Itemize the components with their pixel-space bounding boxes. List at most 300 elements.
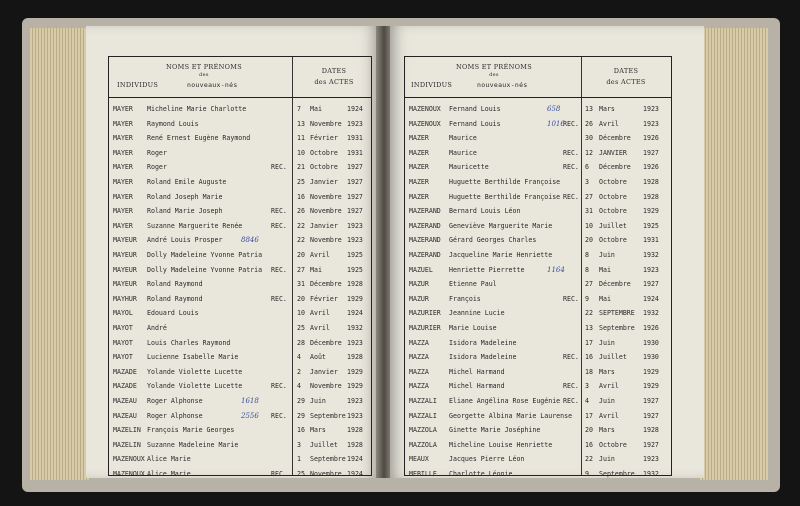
month-cell: Octobre — [599, 207, 627, 216]
given-names-cell: Roger — [147, 148, 167, 157]
month-cell: Janvier — [310, 221, 338, 230]
table-row — [109, 189, 371, 204]
day-cell: 25 — [297, 470, 305, 478]
month-cell: Mai — [310, 105, 322, 113]
year-cell: 1932 — [643, 251, 659, 259]
table-row — [109, 145, 371, 160]
given-names-cell: Yolande Violette Lucette — [147, 367, 243, 376]
given-names-cell: Roland Emile Auguste — [147, 178, 227, 186]
handwritten-note: 1016 — [547, 119, 565, 128]
surname-cell: MAZURIER — [409, 324, 441, 332]
given-names-cell: Suzanne Madeleine Marie — [147, 440, 239, 449]
surname-cell: MAYER — [113, 105, 133, 113]
given-names-cell: Mauricette — [449, 163, 489, 172]
table-row — [405, 203, 671, 218]
day-cell: 13 — [585, 105, 593, 113]
year-cell: 1923 — [347, 236, 363, 245]
rec-marker: REC. — [563, 382, 579, 391]
year-cell: 1927 — [347, 163, 363, 172]
year-cell: 1924 — [347, 470, 363, 478]
year-cell: 1927 — [643, 280, 659, 289]
year-cell: 1927 — [643, 411, 659, 420]
handwritten-note: 8846 — [241, 236, 259, 245]
surname-cell: MAZADE — [113, 382, 137, 391]
surname-cell: MAZZALI — [409, 397, 437, 405]
surname-cell: MAYER — [113, 207, 133, 216]
handwritten-note: 2556 — [241, 411, 259, 420]
day-cell: 20 — [297, 294, 305, 303]
month-cell: Juin — [599, 251, 615, 259]
given-names-cell: Roland Raymond — [147, 280, 203, 289]
day-cell: 30 — [585, 134, 593, 143]
surname-cell: MAZER — [409, 192, 429, 201]
day-cell: 20 — [585, 426, 593, 435]
day-cell: 20 — [297, 251, 305, 259]
surname-cell: MAZELIN — [113, 440, 141, 449]
table-row — [109, 305, 371, 320]
given-names-cell: Michel Harmand — [449, 367, 505, 376]
right-table-header — [405, 57, 671, 98]
surname-cell: MAZADE — [113, 367, 137, 376]
surname-cell: MAZUR — [409, 294, 429, 303]
surname-cell: MAYOT — [113, 338, 133, 347]
table-row — [405, 349, 671, 364]
year-cell: 1927 — [347, 192, 363, 201]
given-names-cell: Marie Louise — [449, 324, 497, 332]
year-cell: 1923 — [347, 397, 363, 405]
day-cell: 4 — [585, 397, 589, 405]
given-names-cell: Jacqueline Marie Henriette — [449, 251, 553, 259]
surname-cell: MAZENOUX — [409, 105, 441, 113]
table-row — [109, 437, 371, 452]
day-cell: 2 — [297, 367, 301, 376]
year-cell: 1929 — [347, 367, 363, 376]
day-cell: 22 — [585, 309, 593, 318]
names-header-line1: NOMS ET PRÉNOMS — [166, 63, 242, 71]
month-cell: Février — [310, 134, 338, 143]
handwritten-note: 658 — [547, 105, 561, 113]
day-cell: 3 — [585, 178, 589, 186]
month-cell: Novembre — [310, 236, 342, 245]
given-names-cell: Etienne Paul — [449, 280, 497, 289]
table-row — [109, 364, 371, 379]
year-cell: 1932 — [643, 309, 659, 318]
table-row — [405, 335, 671, 350]
table-row — [405, 145, 671, 160]
table-row — [109, 174, 371, 189]
month-cell: Avril — [310, 324, 330, 332]
table-row — [109, 466, 371, 481]
dates-header-line2: des ACTES — [314, 78, 354, 86]
surname-cell: MAZEAU — [113, 397, 137, 405]
month-cell: Novembre — [310, 119, 342, 128]
month-cell: Novembre — [310, 470, 342, 478]
table-row — [109, 247, 371, 262]
year-cell: 1926 — [643, 163, 659, 172]
dates-header-line2: des ACTES — [606, 78, 646, 86]
dates-header-line1: DATES — [613, 67, 639, 75]
day-cell: 17 — [585, 338, 593, 347]
given-names-cell: Fernand Louis — [449, 105, 501, 113]
day-cell: 1 — [297, 455, 301, 464]
table-row — [405, 408, 671, 423]
month-cell: Juillet — [310, 440, 338, 449]
surname-cell: MAYER — [113, 178, 133, 186]
year-cell: 1923 — [347, 411, 363, 420]
given-names-cell: François Marie Georges — [147, 426, 235, 435]
month-cell: Décembre — [310, 280, 342, 289]
given-names-cell: Michel Harmand — [449, 382, 505, 391]
month-cell: Septembre — [310, 411, 346, 420]
table-row — [405, 393, 671, 408]
rec-marker: REC. — [563, 353, 579, 362]
given-names-cell: Eliane Angélina Rose Eugénie — [449, 397, 561, 405]
day-cell: 16 — [297, 426, 305, 435]
month-cell: Décembre — [599, 163, 631, 172]
day-cell: 12 — [585, 148, 593, 157]
year-cell: 1928 — [643, 426, 659, 435]
rec-marker: REC. — [271, 470, 287, 478]
month-cell: Avril — [599, 382, 619, 391]
table-row — [109, 203, 371, 218]
table-row — [405, 466, 671, 481]
table-row — [405, 262, 671, 277]
given-names-cell: Geneviève Marguerite Marie — [449, 221, 553, 230]
table-row — [405, 364, 671, 379]
right-ledger-table — [404, 56, 672, 476]
year-cell: 1929 — [643, 207, 659, 216]
day-cell: 21 — [297, 163, 305, 172]
table-row — [109, 320, 371, 335]
year-cell: 1924 — [347, 309, 363, 318]
given-names-cell: Micheline Louise Henriette — [449, 440, 553, 449]
day-cell: 27 — [585, 192, 593, 201]
table-row — [405, 378, 671, 393]
month-cell: Juin — [599, 455, 615, 464]
month-cell: Octobre — [599, 440, 627, 449]
day-cell: 10 — [585, 221, 593, 230]
table-row — [109, 422, 371, 437]
surname-cell: MAZEAU — [113, 411, 137, 420]
surname-cell: MAZERAND — [409, 207, 441, 216]
day-cell: 6 — [585, 163, 589, 172]
day-cell: 10 — [297, 148, 305, 157]
handwritten-note: 1618 — [241, 397, 259, 405]
day-cell: 28 — [297, 338, 305, 347]
year-cell: 1928 — [643, 178, 659, 186]
given-names-cell: Gérard Georges Charles — [449, 236, 537, 245]
year-cell: 1932 — [347, 324, 363, 332]
left-page — [86, 26, 378, 478]
given-names-cell: Louis Charles Raymond — [147, 338, 231, 347]
surname-cell: MAZER — [409, 163, 429, 172]
given-names-cell: Maurice — [449, 134, 477, 143]
day-cell: 9 — [585, 470, 589, 478]
given-names-cell: Bernard Louis Léon — [449, 207, 521, 216]
table-row — [405, 189, 671, 204]
day-cell: 26 — [585, 119, 593, 128]
year-cell: 1931 — [347, 148, 363, 157]
names-header-nouveaux-nes: nouveaux-nés — [477, 81, 528, 89]
month-cell: Avril — [599, 119, 619, 128]
month-cell: Juin — [599, 338, 615, 347]
day-cell: 26 — [297, 207, 305, 216]
month-cell: Mars — [599, 426, 615, 435]
given-names-cell: Henriette Pierrette — [449, 265, 525, 274]
year-cell: 1929 — [643, 367, 659, 376]
year-cell: 1924 — [347, 105, 363, 113]
table-row — [405, 116, 671, 131]
dates-header-line1: DATES — [321, 67, 347, 75]
table-row — [405, 422, 671, 437]
table-row — [405, 232, 671, 247]
day-cell: 3 — [585, 382, 589, 391]
given-names-cell: Huguette Berthilde Françoise — [449, 178, 561, 186]
month-cell: Octobre — [599, 178, 627, 186]
table-row — [109, 262, 371, 277]
given-names-cell: Roger Alphonse — [147, 411, 203, 420]
year-cell: 1930 — [643, 353, 659, 362]
year-cell: 1925 — [643, 221, 659, 230]
table-row — [405, 320, 671, 335]
month-cell: Mars — [599, 367, 615, 376]
surname-cell: MAZERAND — [409, 236, 441, 245]
year-cell: 1931 — [643, 236, 659, 245]
surname-cell: MEAUX — [409, 455, 429, 464]
given-names-cell: Roger — [147, 163, 167, 172]
surname-cell: MAZZOLA — [409, 440, 437, 449]
month-cell: Décembre — [599, 280, 631, 289]
right-page — [390, 26, 704, 478]
year-cell: 1928 — [347, 353, 363, 362]
day-cell: 9 — [585, 294, 589, 303]
table-row — [109, 218, 371, 233]
rec-marker: REC. — [563, 119, 579, 128]
given-names-cell: Maurice — [449, 148, 477, 157]
table-row — [405, 276, 671, 291]
table-row — [109, 159, 371, 174]
table-row — [109, 101, 371, 116]
month-cell: Janvier — [310, 178, 338, 186]
table-row — [405, 159, 671, 174]
surname-cell: MAZER — [409, 178, 429, 186]
month-cell: Septembre — [599, 324, 635, 332]
given-names-cell: Roland Marie Joseph — [147, 207, 223, 216]
table-row — [109, 276, 371, 291]
year-cell: 1923 — [643, 265, 659, 274]
surname-cell: MAYER — [113, 163, 133, 172]
table-row — [405, 451, 671, 466]
surname-cell: MAZENOUX — [409, 119, 441, 128]
month-cell: Septembre — [310, 455, 346, 464]
right-page-edges — [700, 28, 768, 480]
surname-cell: MAZZA — [409, 353, 429, 362]
given-names-cell: Isidora Madeleine — [449, 353, 517, 362]
surname-cell: MAZZALI — [409, 411, 437, 420]
handwritten-note: 1164 — [547, 265, 565, 274]
rec-marker: REC. — [271, 265, 287, 274]
given-names-cell: Roland Joseph Marie — [147, 192, 223, 201]
table-row — [109, 130, 371, 145]
surname-cell: MAYER — [113, 148, 133, 157]
given-names-cell: Huguette Berthilde Françoise — [449, 192, 561, 201]
month-cell: SEPTEMBRE — [599, 309, 635, 318]
surname-cell: MAZUR — [409, 280, 429, 289]
rec-marker: REC. — [271, 163, 287, 172]
month-cell: Juillet — [599, 221, 627, 230]
year-cell: 1924 — [643, 294, 659, 303]
year-cell: 1929 — [347, 382, 363, 391]
surname-cell: MAYHUR — [113, 294, 137, 303]
day-cell: 22 — [297, 221, 305, 230]
surname-cell: MAYEUR — [113, 280, 137, 289]
day-cell: 13 — [297, 119, 305, 128]
rec-marker: REC. — [271, 411, 287, 420]
year-cell: 1926 — [643, 324, 659, 332]
month-cell: JANVIER — [599, 148, 627, 157]
table-row — [109, 378, 371, 393]
table-row — [405, 437, 671, 452]
surname-cell: MAYEUR — [113, 265, 137, 274]
day-cell: 8 — [585, 251, 589, 259]
surname-cell: MAZELIN — [113, 426, 141, 435]
surname-cell: MAYOL — [113, 309, 133, 318]
given-names-cell: Dolly Madeleine Yvonne Patria — [147, 265, 263, 274]
rec-marker: REC. — [271, 294, 287, 303]
day-cell: 4 — [297, 382, 301, 391]
month-cell: Novembre — [310, 192, 342, 201]
table-row — [405, 174, 671, 189]
names-header-individus: INDIVIDUS — [411, 81, 453, 89]
year-cell: 1932 — [643, 470, 659, 478]
year-cell: 1929 — [643, 382, 659, 391]
year-cell: 1923 — [643, 455, 659, 464]
year-cell: 1930 — [643, 338, 659, 347]
day-cell: 25 — [297, 178, 305, 186]
year-cell: 1923 — [347, 338, 363, 347]
given-names-cell: Charlotte Léonie — [449, 470, 513, 478]
month-cell: Novembre — [310, 382, 342, 391]
given-names-cell: Alice Marie — [147, 455, 191, 464]
rec-marker: REC. — [271, 221, 287, 230]
table-row — [109, 451, 371, 466]
given-names-cell: René Ernest Eugène Raymond — [147, 134, 251, 143]
given-names-cell: André — [147, 324, 167, 332]
year-cell: 1928 — [347, 426, 363, 435]
table-row — [405, 305, 671, 320]
month-cell: Décembre — [310, 338, 342, 347]
year-cell: 1929 — [347, 294, 363, 303]
year-cell: 1927 — [347, 207, 363, 216]
surname-cell: MAYER — [113, 119, 133, 128]
rec-marker: REC. — [563, 192, 579, 201]
table-row — [109, 335, 371, 350]
names-header-line2: des — [199, 72, 209, 78]
year-cell: 1928 — [347, 440, 363, 449]
year-cell: 1923 — [347, 119, 363, 128]
names-header-line1: NOMS ET PRÉNOMS — [456, 63, 532, 71]
month-cell: Octobre — [599, 192, 627, 201]
given-names-cell: Suzanne Marguerite Renée — [147, 221, 243, 230]
month-cell: Mai — [310, 265, 322, 274]
day-cell: 29 — [297, 397, 305, 405]
surname-cell: MAYEUR — [113, 236, 137, 245]
month-cell: Février — [310, 294, 338, 303]
year-cell: 1927 — [643, 440, 659, 449]
year-cell: 1923 — [347, 221, 363, 230]
month-cell: Octobre — [310, 148, 338, 157]
year-cell: 1931 — [347, 134, 363, 143]
month-cell: Avril — [599, 411, 619, 420]
year-cell: 1927 — [643, 397, 659, 405]
table-row — [405, 218, 671, 233]
day-cell: 27 — [297, 265, 305, 274]
rec-marker: REC. — [563, 163, 579, 172]
rec-marker: REC. — [563, 397, 579, 405]
surname-cell: MAZENOUX — [113, 470, 145, 478]
table-row — [405, 291, 671, 306]
day-cell: 8 — [585, 265, 589, 274]
month-cell: Avril — [310, 251, 330, 259]
month-cell: Octobre — [599, 236, 627, 245]
table-row — [109, 393, 371, 408]
day-cell: 20 — [585, 236, 593, 245]
month-cell: Décembre — [599, 134, 631, 143]
day-cell: 3 — [297, 440, 301, 449]
left-table-header — [109, 57, 371, 98]
given-names-cell: Micheline Marie Charlotte — [147, 105, 247, 113]
day-cell: 31 — [585, 207, 593, 216]
surname-cell: MAYOT — [113, 353, 133, 362]
year-cell: 1928 — [643, 192, 659, 201]
surname-cell: MAZZA — [409, 338, 429, 347]
table-row — [109, 291, 371, 306]
rec-marker: REC. — [271, 207, 287, 216]
given-names-cell: Jeannine Lucie — [449, 309, 505, 318]
month-cell: Avril — [310, 309, 330, 318]
month-cell: Juin — [599, 397, 615, 405]
month-cell: Juillet — [599, 353, 627, 362]
month-cell: Mars — [599, 105, 615, 113]
day-cell: 13 — [585, 324, 593, 332]
given-names-cell: Fernand Louis — [449, 119, 501, 128]
given-names-cell: Jacques Pierre Léon — [449, 455, 525, 464]
given-names-cell: Raymond Louis — [147, 119, 199, 128]
table-row — [109, 116, 371, 131]
left-ledger-table — [108, 56, 372, 476]
rec-marker: REC. — [563, 148, 579, 157]
given-names-cell: Isidora Madeleine — [449, 338, 517, 347]
month-cell: Janvier — [310, 367, 338, 376]
surname-cell: MAZER — [409, 148, 429, 157]
day-cell: 7 — [297, 105, 301, 113]
given-names-cell: Lucienne Isabelle Marie — [147, 353, 239, 362]
surname-cell: MAZER — [409, 134, 429, 143]
given-names-cell: Dolly Madeleine Yvonne Patria — [147, 251, 263, 259]
table-row — [405, 130, 671, 145]
surname-cell: MAYEUR — [113, 251, 137, 259]
surname-cell: MAZERAND — [409, 221, 441, 230]
surname-cell: MAZZA — [409, 367, 429, 376]
day-cell: 17 — [585, 411, 593, 420]
day-cell: 16 — [585, 440, 593, 449]
year-cell: 1927 — [643, 148, 659, 157]
given-names-cell: Roland Raymond — [147, 294, 203, 303]
day-cell: 25 — [297, 324, 305, 332]
rec-marker: REC. — [271, 382, 287, 391]
surname-cell: MAYER — [113, 134, 133, 143]
surname-cell: MAYER — [113, 192, 133, 201]
